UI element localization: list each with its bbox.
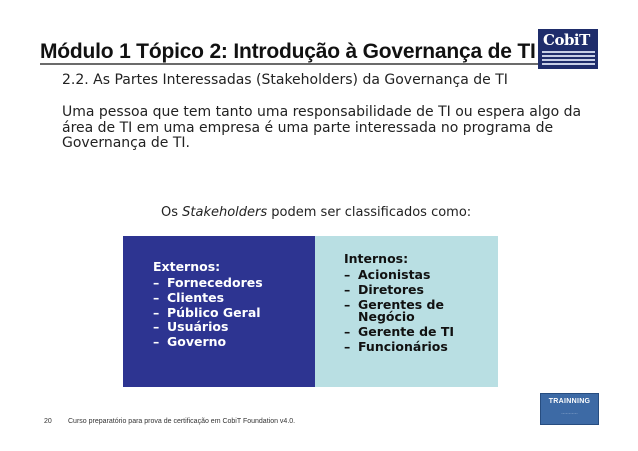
title-divider [40, 63, 595, 65]
list-item [344, 340, 478, 355]
list-item [344, 325, 478, 340]
list-item [153, 276, 263, 290]
list-item-label: Clientes [167, 289, 225, 305]
list-item-label: Governo [167, 334, 227, 350]
lead-suffix: podem ser classificados como: [267, 205, 472, 220]
section-subheading: 2.2. As Partes Interessadas (Stakeholders) da Governança de TI [62, 72, 508, 88]
page-number: 20 [44, 418, 52, 425]
list-item [153, 320, 263, 334]
training-badge [540, 393, 599, 425]
slide-title: Módulo 1 Tópico 2: Introdução à Governança de TI [40, 40, 536, 63]
list-item [153, 291, 263, 305]
list-item-label: Diretores [358, 282, 424, 298]
list-item-label: Fornecedores [167, 275, 263, 291]
list-item-label: Funcionários [358, 338, 448, 354]
list-item [344, 268, 478, 283]
cobit-logo-text: CobiT [543, 31, 590, 49]
dash-bullet: – [153, 334, 160, 350]
classification-lead [161, 205, 521, 220]
list-item-label: Acionistas [358, 267, 431, 283]
lead-emphasis: Stakeholders [182, 205, 268, 220]
lead-prefix: Os [161, 205, 183, 220]
list-item-label: Gerente de TI [358, 323, 455, 339]
intro-paragraph: Uma pessoa que tem tanto uma responsabilidade de TI ou espera algo da área de TI em uma empresa é uma parte interessada no programa de Governança de TI. [62, 104, 582, 151]
dash-bullet: – [344, 323, 351, 339]
dash-bullet: – [344, 338, 351, 354]
dash-bullet: – [153, 275, 160, 291]
dash-bullet: – [153, 289, 160, 305]
external-list [153, 260, 263, 350]
list-item-label: Usuários [167, 319, 229, 335]
external-heading: Externos: [153, 259, 221, 274]
footer-caption: Curso preparatório para prova de certificação em CobiT Foundation v4.0. [68, 418, 296, 425]
internal-stakeholders-box [315, 236, 498, 387]
dash-bullet: – [344, 282, 351, 298]
external-stakeholders-box [123, 236, 315, 387]
list-item-label: Público Geral [167, 304, 261, 320]
dash-bullet: – [153, 304, 160, 320]
dash-bullet: – [153, 319, 160, 335]
cobit-logo-lines [542, 51, 595, 67]
training-badge-subtext: ··········· [561, 411, 578, 416]
list-item-label: Gerentes de Negócio [358, 297, 444, 324]
list-item [153, 335, 263, 349]
dash-bullet: – [344, 297, 351, 313]
dash-bullet: – [344, 267, 351, 283]
internal-list [344, 252, 478, 355]
list-item [344, 298, 478, 324]
cobit-logo [538, 29, 598, 69]
internal-heading: Internos: [344, 251, 409, 266]
training-badge-label: TRAINNING [548, 398, 591, 405]
list-item [153, 306, 263, 320]
list-item [344, 283, 478, 298]
